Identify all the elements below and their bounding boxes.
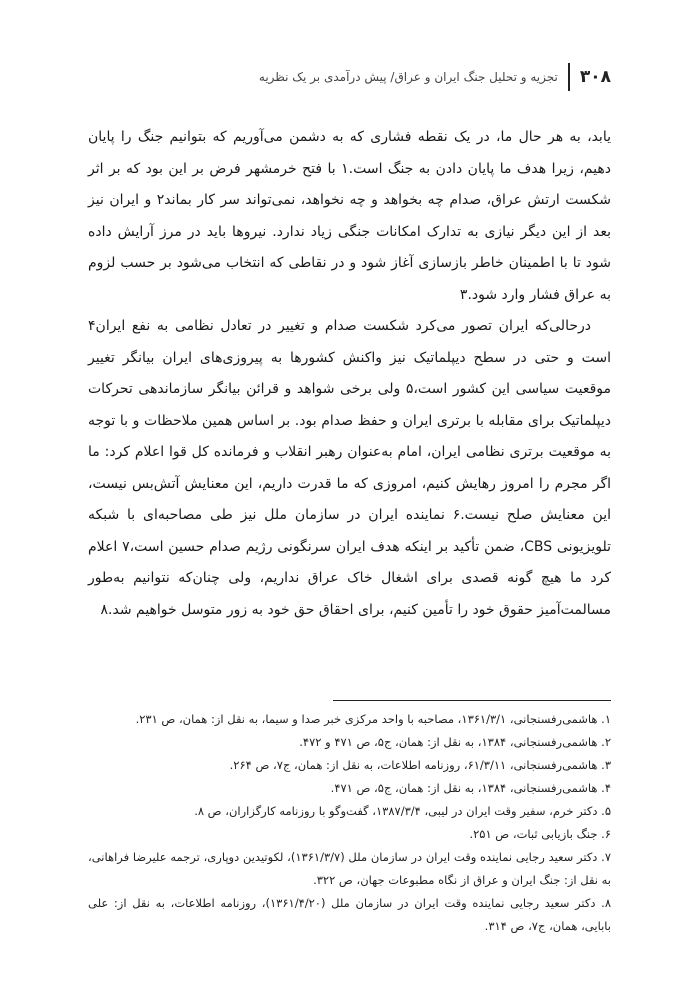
- footnote: ۳. هاشمی‌رفسنجانی، ۶۱/۳/۱۱، روزنامه اطلاعات، به نقل از: همان، ج۷، ص ۲۶۴.: [229, 758, 611, 772]
- footnote: ۴. هاشمی‌رفسنجانی، ۱۳۸۴، به نقل از: همان، ج۵، ص ۴۷۱.: [330, 781, 611, 795]
- footnote: ۱. هاشمی‌رفسنجانی، ۱۳۶۱/۳/۱، مصاحبه با واحد مرکزی خبر صدا و سیما، به نقل از: همان، ص ۲۳۱.: [135, 712, 611, 726]
- footnote: ۶. جنگ بازیابی ثبات، ص ۲۵۱.: [469, 827, 611, 841]
- footnote: ۲. هاشمی‌رفسنجانی، ۱۳۸۴، به نقل از: همان، ج۵، ص ۴۷۱ و ۴۷۲.: [299, 735, 611, 749]
- page-number: ۳۰۸: [579, 67, 611, 87]
- main-text: [88, 122, 611, 626]
- footnote: ۷. دکتر سعید رجایی نماینده وقت ایران در سازمان ملل (۱۳۶۱/۳/۷)، لکوتیدین دوپاری، ترجمه علیرضا فراهانی، به نقل از: جنگ ایران و عراق از نگاه مطبوعات جهان، ص ۳۲۲.: [88, 850, 612, 887]
- footnotes: [88, 708, 611, 938]
- paragraph: یابد، به هر حال ما، در یک نقطه فشاری که به دشمن می‌آوریم که بتوانیم جنگ را پایان دهیم، زیرا هدف ما پایان دادن به جنگ است.۱ با فتح خرمشهر فرض بر این بود که بر اثر شکست ارتش عراق، صدام چه بخواهد و چه نخواهد، نمی‌تواند سر کار بماند۲ و ایران نیز بعد از این دیگر نیازی به تدارک امکانات جنگی زیاد ندارد. نیروها باید در مرز آرایش داده شود تا با اطمینان خاطر بازسازی آغاز شود و در نقاطی که انتخاب می‌شود بر حسب لزوم به عراق فشار وارد شود.۳: [88, 129, 611, 303]
- footnote: ۸. دکتر سعید رجایی نماینده وقت ایران در سازمان ملل (۱۳۶۱/۴/۲۰)، روزنامه اطلاعات، به نقل از: علی بابایی، همان، ج۷، ص ۳۱۴.: [88, 896, 612, 933]
- footnote-rule: [333, 700, 611, 701]
- paragraph: درحالی‌که ایران تصور می‌کرد شکست صدام و تغییر در تعادل نظامی به نفع ایران۴ است و حتی در سطح دیپلماتیک نیز واکنش کشورها به پیروزی‌های ایران بیانگر تغییر موقعیت سیاسی این کشور است،۵ ولی برخی شواهد و قرائن بیانگر سازماندهی تحرکات دیپلماتیک برای مقابله با برتری ایران و حفظ صدام بود. بر اساس همین ملاحظات و با توجه به موقعیت برتری نظامی ایران، امام به‌عنوان رهبر انقلاب و فرمانده کل قوا اعلام کرد: ما اگر مجرم را امروز رهایش کنیم، امروزی که ما قدرت داریم، این معنایش آتش‌بس نیست، این معنایش صلح نیست.۶ نماینده ایران در سازمان ملل نیز طی مصاحبه‌ای با شبکه تلویزیونی CBS، ضمن تأکید بر اینکه هدف ایران سرنگونی رژیم صدام حسین است،۷ اعلام کرد ما هیچ گونه قصدی برای اشغال خاک عراق نداریم، ولی چنان‌که نتوانیم به‌طور مسالمت‌آمیز حقوق خود را تأمین کنیم، برای احقاق حق خود به زور متوسل خواهیم شد.۸: [88, 318, 612, 618]
- running-header: [60, 62, 611, 92]
- header-divider: [568, 63, 570, 91]
- footnote: ۵. دکتر خرم، سفیر وقت ایران در لیبی، ۱۳۸۷/۳/۴، گفت‌وگو با روزنامه کارگزاران، ص ۸.: [194, 804, 611, 818]
- running-title: تجزیه و تحلیل جنگ ایران و عراق/ پیش درآمدی بر یک نظریه: [258, 70, 558, 84]
